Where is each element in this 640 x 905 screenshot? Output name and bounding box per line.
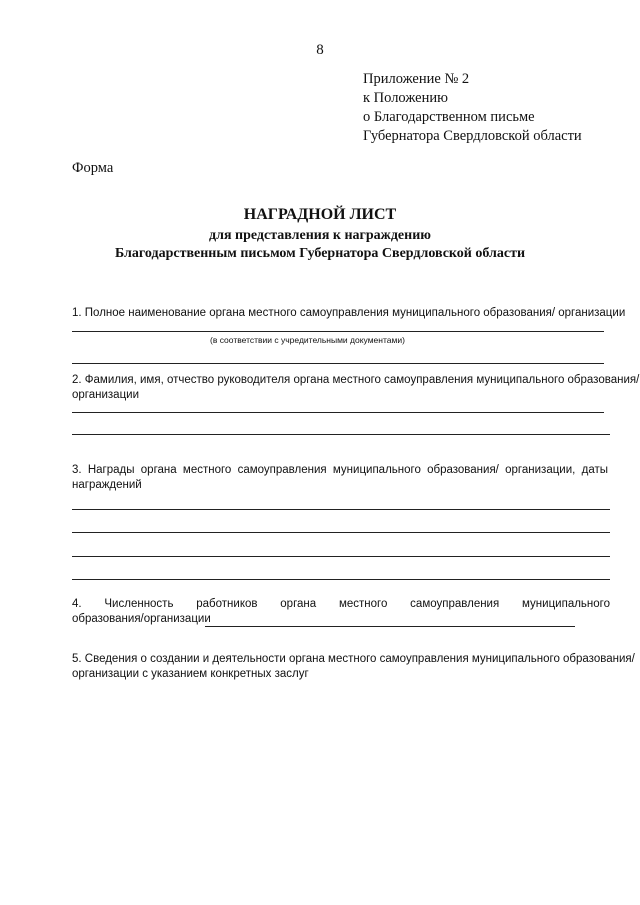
section-2-text-2: организации	[72, 389, 140, 401]
form-label: Форма	[72, 160, 114, 176]
section-2-fill-line-1[interactable]	[72, 412, 604, 413]
section-3-text-2: награждений	[72, 479, 142, 491]
annex-line-4: Губернатора Свердловской области	[363, 128, 582, 144]
document-title: НАГРАДНОЙ ЛИСТ	[243, 206, 397, 223]
annex-line-2: к Положению	[363, 90, 448, 106]
section-2-text-1: 2. Фамилия, имя, отчество руководителя органа местного самоуправления муниципального образования/	[72, 374, 640, 386]
document-subtitle-1: для представления к награждению	[209, 228, 431, 243]
section-4-fill-line[interactable]	[205, 626, 575, 627]
document-subtitle-2: Благодарственным письмом Губернатора Свердловской области	[114, 246, 526, 261]
section-1-fill-line-1[interactable]	[72, 331, 604, 332]
section-5-text-2: организации с указанием конкретных заслуг	[72, 668, 309, 680]
annex-line-3: о Благодарственном письме	[363, 109, 535, 125]
annex-block	[363, 70, 582, 146]
section-4-text-2: образования/организации	[72, 613, 211, 625]
section-4-text-1: 4. Численность работников органа местного самоуправления муниципального	[72, 598, 610, 610]
section-2-fill-line-2[interactable]	[72, 434, 610, 435]
section-3-fill-line-3[interactable]	[72, 556, 610, 557]
page-number: 8	[316, 42, 324, 58]
section-3-fill-line-4[interactable]	[72, 579, 610, 580]
section-3-fill-line-2[interactable]	[72, 532, 610, 533]
section-1-note: (в соответствии с учредительными документами)	[210, 335, 405, 345]
annex-line-1: Приложение № 2	[363, 71, 470, 87]
section-1-text: 1. Полное наименование органа местного самоуправления муниципального образования/ организации	[72, 307, 626, 319]
section-3-fill-line-1[interactable]	[72, 509, 610, 510]
section-3-text-1: 3. Награды органа местного самоуправления муниципального образования/ организации, даты	[72, 464, 608, 476]
section-1-fill-line-2[interactable]	[72, 363, 604, 364]
section-5-text-1: 5. Сведения о создании и деятельности органа местного самоуправления муниципального образования/	[72, 653, 635, 665]
